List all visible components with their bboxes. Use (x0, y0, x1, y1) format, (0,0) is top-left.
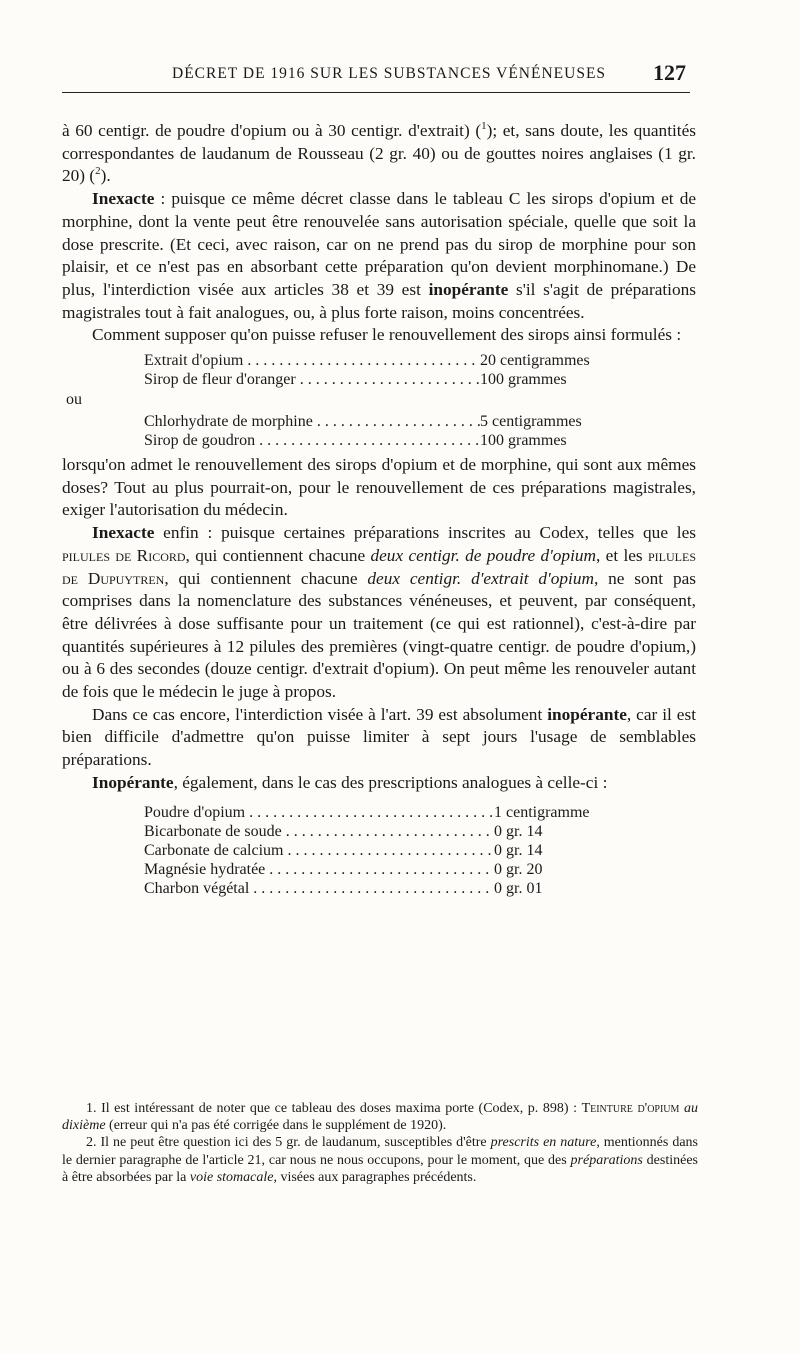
footnote-1 (62, 1100, 698, 1134)
footnotes (62, 1100, 698, 1186)
ingredient-name: Magnésie hydratée . . . (144, 860, 494, 879)
ingredient-qty: 0 gr. 14 (494, 841, 543, 859)
paragraph-2 (62, 188, 696, 324)
text: (erreur qui n'a pas été corrigée dans le supplément de 1920). (105, 1118, 447, 1134)
ingredient-name: Bicarbonate de soude . . . (144, 822, 494, 841)
text: 2. Il ne peut être question ici des 5 gr. de laudanum, susceptibles d'être (86, 1135, 491, 1151)
text: enfin : puisque certaines préparations inscrites au Codex, telles que les (154, 523, 696, 543)
small-caps-text: pilules de Ricord (62, 545, 186, 565)
running-title: DÉCRET DE 1916 SUR LES SUBSTANCES VÉNÉNEUSES (172, 65, 607, 82)
text: , visées aux paragraphes précédents. (273, 1169, 477, 1185)
ingredient-name: Sirop de goudron . . . (144, 431, 480, 450)
running-head (62, 62, 690, 93)
italic-text: prescrits en nature (490, 1135, 597, 1151)
text: , qui contiennent chacune (164, 568, 368, 588)
footnote-ref-1[interactable]: 1 (481, 120, 487, 133)
ingredient-name: Charbon végétal . . . (144, 879, 494, 898)
ingredient-name: Extrait d'opium . . . (144, 351, 480, 370)
formula-1 (62, 351, 696, 389)
ingredient-qty: 5 centigrammes (480, 413, 582, 431)
text: ); et, sans doute, les quantités correspondantes de laudanum de Rousseau (2 gr. 40) ou de gouttes noires anglaises (1 gr. 20) ( (62, 121, 696, 186)
text: , qui contiennent chacune (185, 545, 371, 565)
text: Dans ce cas encore, l'interdiction visée à l'art. 39 est absolument (92, 704, 548, 724)
text: , et les (596, 545, 648, 565)
lead-word: Inexacte (92, 189, 155, 209)
ingredient-name: Carbonate de calcium . . . (144, 841, 494, 860)
formula-row (62, 351, 696, 370)
ingredient-name: Poudre d'opium . . . (144, 803, 494, 822)
formula-row (62, 412, 696, 431)
paragraph-5 (62, 522, 696, 704)
italic-text: au dixième (62, 1101, 698, 1134)
text: , également, dans le cas des prescriptions analogues à celle-ci : (173, 772, 608, 792)
italic-text: deux centigr. de poudre d'opium (370, 545, 596, 565)
paragraph-6 (62, 704, 696, 772)
formula-row (62, 822, 696, 841)
paragraph-3: Comment supposer qu'on puisse refuser le renouvellement des sirops ainsi formulés : (92, 325, 682, 345)
formula-row (62, 370, 696, 389)
ingredient-qty: 100 grammes (480, 371, 567, 389)
text: , ne sont pas comprises dans la nomenclature des substances vénéneuses, et peuvent, par conséquent, être délivrées à dose suffisante pour un traitement (ce qui est rationnel), c'est-à-dire par quantités supérieures à 12 pilules des premières (vingt-quatre centigr. de poudre d'opium,) ou à 6 des secondes (douze centigr. d'extrait d'opium). On peut même les renouveler autant de fois que le médecin le juge à propos. (62, 568, 696, 702)
text: ). (100, 166, 111, 186)
paragraph-1 (62, 120, 696, 188)
formula-row (62, 431, 696, 450)
formula-row (62, 841, 696, 860)
text: s'il s'agit de préparations magistrales tout à fait analogues, ou, à plus forte raison, moins concentrées. (62, 279, 696, 322)
paragraph-4: lorsqu'on admet le renouvellement des sirops d'opium et de morphine, qui sont aux mêmes doses? Tout au plus pourrait-on, pour le renouvellement de ces préparations magistrales, exiger l'autorisation du médecin. (62, 455, 696, 520)
ingredient-qty: 0 gr. 20 (494, 860, 543, 878)
ingredient-qty: 1 centigramme (494, 803, 590, 821)
ingredient-qty: 0 gr. 14 (494, 822, 543, 840)
footnote-ref-2[interactable]: 2 (95, 165, 101, 178)
formula-2 (62, 412, 696, 450)
ingredient-qty: 0 gr. 01 (494, 879, 543, 897)
lead-word: Inexacte (92, 523, 155, 543)
paragraph-7 (62, 772, 696, 795)
formula-3 (62, 803, 696, 898)
bold-word: inopérante (428, 279, 509, 299)
ingredient-qty: 100 grammes (480, 432, 567, 450)
or-separator: ou (66, 391, 82, 409)
text: , mentionnés dans le dernier paragraphe de l'article 21, car nous ne nous occupons, pour le moment, que des (62, 1135, 698, 1168)
ingredient-name: Sirop de fleur d'oranger . . . (144, 370, 480, 389)
ingredient-qty: 20 centigrammes (480, 352, 590, 370)
body-text (62, 120, 696, 902)
italic-text: voie stomacale (189, 1169, 274, 1185)
ingredient-name: Chlorhydrate de morphine . . . (144, 412, 480, 431)
formula-row (62, 879, 696, 898)
text: à 60 centigr. de poudre d'opium ou à 30 centigr. d'extrait) ( (62, 121, 482, 140)
text: , car il est bien difficile d'admettre qu'on puisse limiter à sept jours l'usage de semblables préparations. (62, 704, 696, 770)
text: 1. Il est intéressant de noter que ce tableau des doses maxima porte (Codex, p. 898) : (86, 1101, 582, 1116)
text: destinées à être absorbées par la (62, 1152, 698, 1185)
formula-row (62, 803, 696, 822)
small-caps-text: pilules de Dupuytren (62, 545, 696, 588)
italic-text: préparations (570, 1152, 643, 1168)
footnote-2 (62, 1134, 698, 1186)
italic-text: deux centigr. d'extrait d'opium (367, 568, 594, 588)
bold-word: inopérante (547, 704, 627, 724)
page-number: 127 (653, 60, 686, 85)
small-caps-text: Teinture d'opium (581, 1101, 680, 1116)
formula-row (62, 860, 696, 879)
lead-word: Inopérante (92, 772, 174, 792)
text: : puisque ce même décret classe dans le tableau C les sirops d'opium et de morphine, dont la vente peut être renouvelée sans autorisation spéciale, quelle que soit la dose prescrite. (Et ceci, avec raison, car on ne prend pas du sirop de morphine pour son plaisir, et ce n'est pas en absorbant cette préparation qu'on devient morphinomane.) De plus, l'interdiction visée aux articles 38 et 39 est (62, 189, 696, 299)
